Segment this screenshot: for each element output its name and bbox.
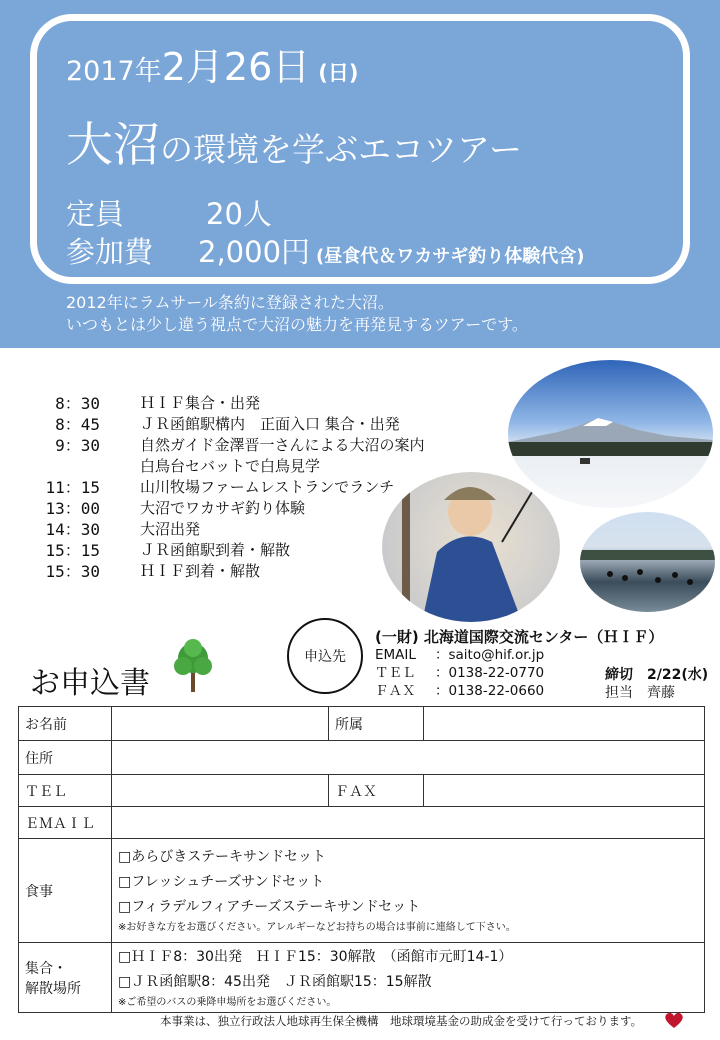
schedule-time: 11：15	[45, 478, 100, 497]
fax-form-label: ＦＡＸ	[329, 775, 424, 807]
meeting-option-checkbox[interactable]: □ＪＲ函館駅8：45出発 ＪＲ函館駅15：15解散	[118, 973, 432, 990]
tel-form-label: ＴＥＬ	[19, 775, 112, 807]
intro-text	[66, 292, 528, 336]
fax-field[interactable]	[424, 775, 705, 807]
schedule-desc: ＨＩＦ集合・出発	[140, 394, 261, 412]
heart-icon	[664, 1011, 684, 1029]
apply-to-badge	[287, 618, 363, 694]
schedule-row	[30, 393, 500, 414]
schedule-time: 8：45	[55, 415, 100, 434]
schedule-desc: 大沼出発	[140, 520, 201, 538]
meal-option-checkbox[interactable]: □フィラデルフィアチーズステーキサンドセット	[118, 899, 421, 915]
meal-option-checkbox[interactable]: □あらびきステーキサンドセット	[118, 849, 326, 865]
schedule-row	[30, 540, 500, 561]
schedule-list	[30, 393, 500, 582]
capacity-label: 定員	[66, 197, 125, 231]
email-field[interactable]	[112, 807, 705, 839]
email-form-label: ＥＭＡＩＬ	[19, 807, 112, 839]
schedule-row	[30, 414, 500, 435]
schedule-row	[30, 561, 500, 582]
swans-lake-scene	[580, 512, 715, 612]
schedule-desc: 山川牧場ファームレストランでランチ	[140, 478, 395, 496]
schedule-desc: 白鳥台セバットで白鳥見学	[140, 457, 321, 475]
meeting-option-checkbox[interactable]: □ＨＩＦ8：30出発 ＨＩＦ15：30解散 （函館市元町14-1）	[118, 948, 513, 965]
schedule-row	[30, 498, 500, 519]
meeting-note: ※ご希望のバスの乗降申場所をお選びください。	[118, 996, 337, 1008]
fax-value: ：0138-22-0660	[435, 683, 545, 699]
fee-row	[66, 230, 584, 271]
intro-line-1: 2012年にラムサール条約に登録された大沼。	[66, 293, 394, 312]
staff-value: 齊藤	[647, 685, 675, 701]
address-label: 住所	[19, 741, 112, 775]
name-field[interactable]	[112, 707, 329, 741]
form-title: お申込書	[30, 666, 150, 701]
apply-to-label: 申込先	[304, 649, 346, 665]
meal-label: 食事	[19, 839, 112, 943]
email-label: EMAIL	[375, 647, 416, 663]
event-weekday: (日)	[318, 61, 359, 85]
schedule-desc: 自然ガイド金澤晋一さんによる大沼の案内	[140, 436, 425, 454]
schedule-desc: ＪＲ函館駅到着・解散	[140, 541, 291, 559]
name-label: お名前	[19, 707, 112, 741]
schedule-row	[30, 435, 500, 456]
address-field[interactable]	[112, 741, 705, 775]
staff-in-charge	[605, 682, 675, 702]
event-year: 2017年	[66, 56, 162, 87]
staff-label: 担当	[605, 685, 633, 701]
email-value: ：saito@hif.or.jp	[435, 647, 545, 663]
organization-name: (一財) 北海道国際交流センター（ＨＩＦ）	[375, 628, 664, 646]
deadline-label: 締切	[605, 667, 633, 683]
tour-title-main: 大沼	[66, 118, 160, 173]
meal-option-checkbox[interactable]: □フレッシュチーズサンドセット	[118, 874, 325, 890]
capacity-row	[66, 192, 272, 233]
tour-title-rest: の環境を学ぶエコツアー	[160, 130, 523, 169]
deadline-value: 2/22(水)	[647, 667, 709, 683]
footer-note: 本事業は、独立行政法人地球再生保全機構 地球環境基金の助成金を受けて行っております。	[160, 1014, 643, 1028]
schedule-time: 14：30	[45, 520, 100, 539]
schedule-desc: 大沼でワカサギ釣り体験	[140, 499, 306, 517]
fee-note: (昼食代＆ワカサギ釣り体験代含)	[316, 246, 585, 267]
schedule-time	[30, 456, 100, 477]
photo-mountain-lake	[508, 360, 713, 508]
email-row	[375, 646, 544, 664]
meal-options	[112, 839, 705, 943]
tel-value: ：0138-22-0770	[435, 665, 545, 681]
schedule-row	[30, 477, 500, 498]
intro-line-2: いつもとは少し違う視点で大沼の魅力を再発見するツアーです。	[66, 315, 528, 334]
schedule-desc: ＪＲ函館駅構内 正面入口 集合・出発	[140, 415, 400, 433]
tel-label: ＴＥＬ	[375, 665, 416, 681]
fee-value: 2,000円	[198, 235, 311, 269]
fax-label: ＦＡＸ	[375, 683, 416, 699]
tel-row	[375, 664, 544, 682]
event-date	[66, 36, 358, 91]
application-form	[18, 706, 705, 1013]
event-monthday: 2月26日	[161, 45, 311, 89]
tour-title	[66, 108, 522, 175]
schedule-time: 13：00	[45, 499, 100, 518]
tel-field[interactable]	[112, 775, 329, 807]
photo-swans-lake	[580, 512, 715, 612]
schedule-time: 15：30	[45, 562, 100, 581]
fax-row	[375, 682, 544, 700]
schedule-row	[30, 456, 500, 477]
meeting-place-label: 集合・ 解散場所	[19, 943, 112, 1013]
schedule-time: 9：30	[55, 436, 100, 455]
affiliation-field[interactable]	[424, 707, 705, 741]
meeting-options	[112, 943, 705, 1013]
capacity-value: 20人	[206, 197, 272, 231]
schedule-row	[30, 519, 500, 540]
contact-info	[375, 646, 544, 700]
mountain-lake-scene	[508, 360, 713, 508]
meal-note: ※お好きな方をお選びください。アレルギーなどお持ちの場合は事前に連絡して下さい。	[118, 922, 516, 933]
deadline	[605, 664, 708, 684]
schedule-time: 8：30	[55, 394, 100, 413]
schedule-desc: ＨＩＦ到着・解散	[140, 562, 261, 580]
schedule-time: 15：15	[45, 541, 100, 560]
tree-icon	[170, 638, 216, 694]
affiliation-label: 所属	[329, 707, 424, 741]
fee-label: 参加費	[66, 235, 154, 269]
